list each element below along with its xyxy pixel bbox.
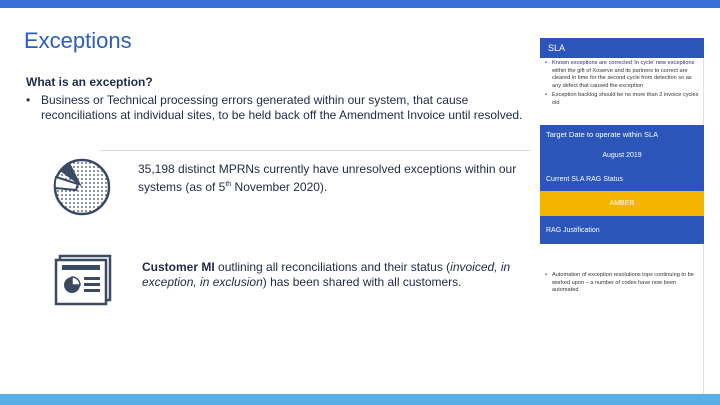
target-date-label: Target Date to operate within SLA (540, 125, 704, 143)
unresolved-exceptions-stat: 35,198 distinct MPRNs currently have unresolved exceptions within our systems (as of 5th November 2020). (138, 162, 517, 194)
rag-justification-item: • Automation of exception resolutions tops continuing to be worked upon – a number of codes have now been automated (545, 272, 694, 294)
exception-definition-bullet (26, 93, 531, 123)
page-title: Exceptions (24, 28, 132, 53)
pie-chart-icon (52, 157, 112, 217)
customer-mi-text: Customer MI outlining all reconciliations and their status (invoiced, in exception, in exclusion) has been shared with all customers. (142, 260, 511, 289)
exception-definition-text: Business or Technical processing errors generated within our system, that cause reconciliations at individual sites, to be held back off the Amendment Invoice until resolved. (41, 93, 523, 122)
bullet-dot: • (26, 93, 31, 107)
top-accent-bar (0, 0, 720, 8)
target-date-value: August 2019 (540, 143, 704, 167)
sla-criteria-list (540, 58, 704, 125)
sla-header: SLA (540, 38, 704, 58)
exception-definition-heading: What is an exception? (26, 75, 153, 89)
bottom-accent-bar (0, 394, 720, 405)
rag-status-badge: AMBER (540, 191, 704, 216)
section-divider (100, 150, 530, 151)
current-status-label: Current SLA RAG Status (540, 167, 704, 191)
sla-criteria-item: • Exception backlog should be no more than 2 invoice cycles old (545, 92, 699, 106)
rag-justification-label: RAG Justification (540, 216, 704, 244)
rag-justification-list (540, 244, 704, 394)
sla-criteria-item: • Known exceptions are corrected 'in cycle' new exceptions within the gift of Xoserve and its partners to correct are cleared in time for the second cycle from detection so as any defect that caused the exception (545, 60, 695, 89)
report-document-icon (52, 254, 116, 306)
